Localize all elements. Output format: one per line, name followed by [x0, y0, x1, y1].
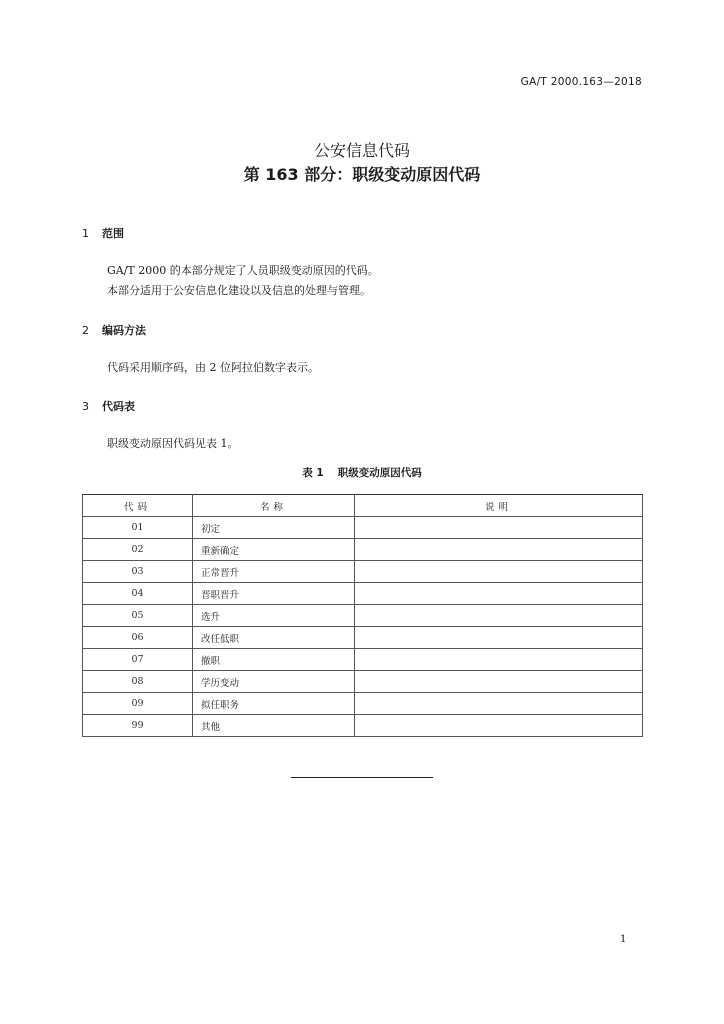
table-caption-title: 职级变动原因代码 [337, 467, 422, 479]
cell-note [355, 671, 643, 693]
cell-code: 06 [83, 627, 193, 649]
table-row [83, 627, 643, 649]
cell-code: 09 [83, 693, 193, 715]
title-part: 第 163 部分：职级变动原因代码 [243, 165, 481, 184]
table-row [83, 649, 643, 671]
section-paragraph: 职级变动原因代码见表 1。 [107, 437, 239, 450]
cell-name: 初定 [193, 517, 355, 539]
cell-note [355, 627, 643, 649]
table-caption-label: 表 1 [302, 467, 324, 479]
section-paragraph: 本部分适用于公安信息化建设以及信息的处理与管理。 [107, 284, 371, 297]
section-heading-code-table [82, 398, 135, 414]
cell-name: 改任低职 [193, 627, 355, 649]
cell-code: 08 [83, 671, 193, 693]
cell-code: 07 [83, 649, 193, 671]
section-title: 代码表 [102, 400, 135, 413]
header-note: 说明 [355, 495, 643, 517]
cell-note [355, 693, 643, 715]
cell-note [355, 539, 643, 561]
table-caption [0, 465, 724, 480]
header-code: 代码 [83, 495, 193, 517]
end-of-document-rule [291, 777, 433, 778]
standard-number: GA/T 2000.163—2018 [520, 76, 642, 88]
section-heading-coding-method [82, 322, 146, 338]
cell-note [355, 649, 643, 671]
section-title: 编码方法 [102, 324, 146, 337]
document-title [0, 140, 724, 186]
cell-note [355, 715, 643, 737]
cell-code: 04 [83, 583, 193, 605]
table-row [83, 561, 643, 583]
table-row [83, 715, 643, 737]
section-heading-scope [82, 225, 124, 241]
table-row [83, 583, 643, 605]
cell-note [355, 561, 643, 583]
section-title: 范围 [102, 227, 124, 240]
cell-name: 拟任职务 [193, 693, 355, 715]
table-header-row [83, 495, 643, 517]
table-row [83, 693, 643, 715]
cell-name: 正常晋升 [193, 561, 355, 583]
cell-name: 学历变动 [193, 671, 355, 693]
page-number: 1 [620, 934, 627, 945]
table-row [83, 605, 643, 627]
title-main: 公安信息代码 [313, 141, 410, 160]
section-paragraph: 代码采用顺序码，由 2 位阿拉伯数字表示。 [107, 361, 319, 374]
cell-code: 05 [83, 605, 193, 627]
cell-name: 选升 [193, 605, 355, 627]
code-table [82, 494, 643, 737]
cell-code: 03 [83, 561, 193, 583]
cell-name: 晋职晋升 [193, 583, 355, 605]
table-row [83, 539, 643, 561]
cell-code: 99 [83, 715, 193, 737]
section-number: 3 [82, 400, 89, 413]
section-number: 2 [82, 324, 89, 337]
cell-note [355, 583, 643, 605]
cell-note [355, 605, 643, 627]
section-number: 1 [82, 227, 89, 240]
cell-name: 其他 [193, 715, 355, 737]
cell-code: 01 [83, 517, 193, 539]
table-row [83, 517, 643, 539]
table-row [83, 671, 643, 693]
header-name: 名称 [193, 495, 355, 517]
cell-note [355, 517, 643, 539]
cell-name: 重新确定 [193, 539, 355, 561]
cell-name: 撤职 [193, 649, 355, 671]
cell-code: 02 [83, 539, 193, 561]
section-paragraph: GA/T 2000 的本部分规定了人员职级变动原因的代码。 [107, 264, 379, 277]
